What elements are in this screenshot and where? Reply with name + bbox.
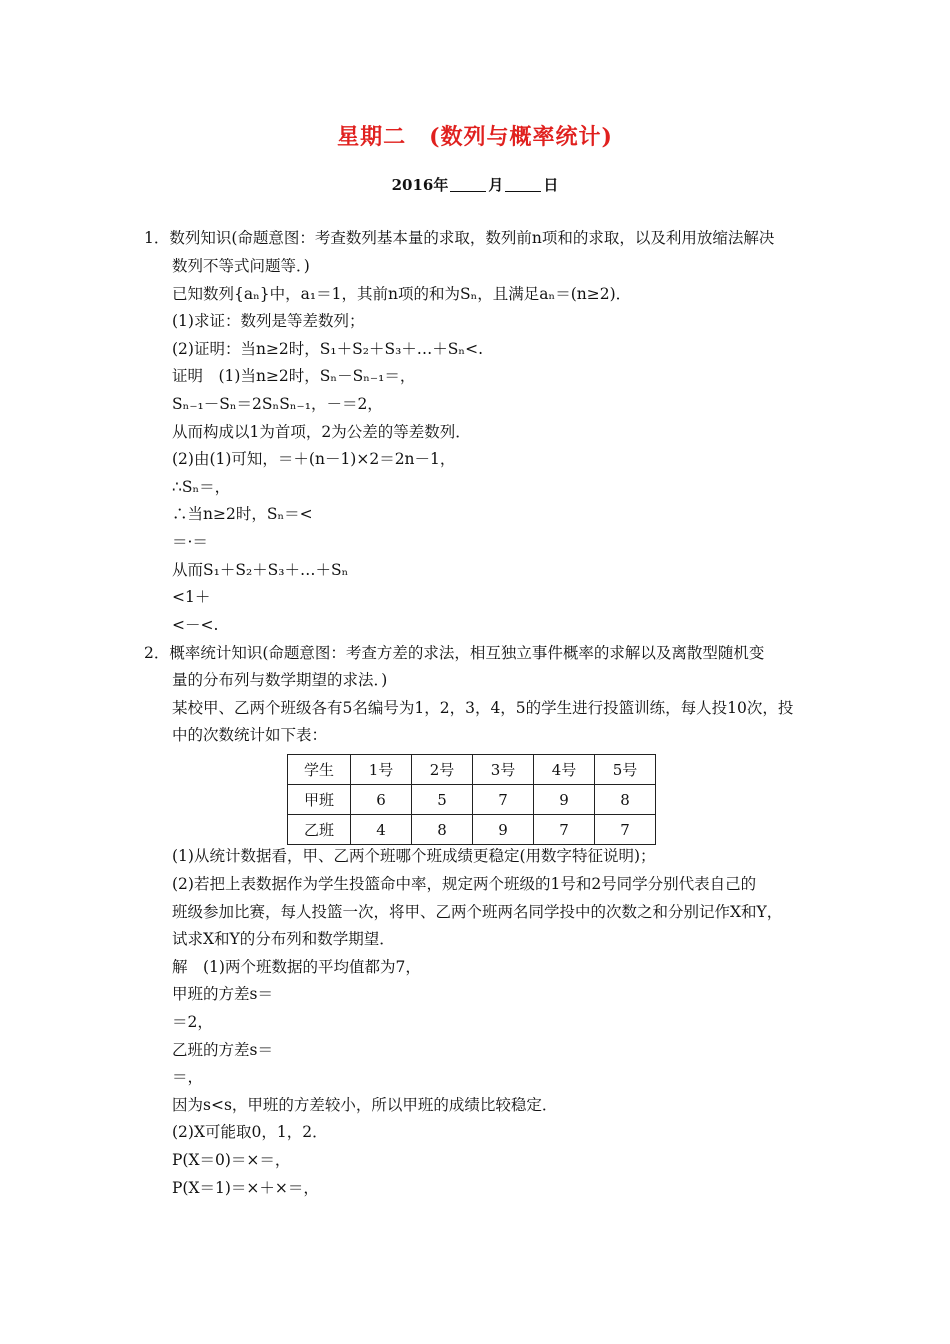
text-line: (1)从统计数据看，甲、乙两个班哪个班成绩更稳定(用数字特征说明)；: [172, 847, 656, 865]
table-cell: 7: [473, 785, 534, 815]
date-line: [0, 174, 950, 195]
table-cell: 甲班: [288, 785, 351, 815]
text-line: Sₙ₋₁－Sₙ＝2SₙSₙ₋₁，－＝2，: [172, 395, 383, 413]
text-line: 已知数列{aₙ}中，a₁＝1，其前n项的和为Sₙ，且满足aₙ＝(n≥2)．: [172, 285, 632, 303]
table-cell: 4: [351, 815, 412, 845]
text-line: (1)求证：数列是等差数列；: [172, 312, 365, 330]
text-line: 某校甲、乙两个班级各有5名编号为1，2，3，4，5的学生进行投篮训练，每人投10次，投: [172, 699, 794, 717]
table-header-cell: 3号: [473, 755, 534, 785]
date-year: 2016年: [391, 176, 449, 194]
table-cell: 7: [595, 815, 656, 845]
text-line: ＝，: [172, 1068, 204, 1086]
text-line: <1＋: [172, 588, 211, 606]
table-cell: 8: [412, 815, 473, 845]
table-cell: 乙班: [288, 815, 351, 845]
text-line: <－<.: [172, 616, 219, 634]
text-line: ∴Sₙ＝，: [172, 478, 231, 496]
text-line: (2)X可能取0，1，2．: [172, 1123, 328, 1141]
table-row: [288, 815, 656, 845]
text-line: ＝2，: [172, 1013, 213, 1031]
table-cell: 8: [595, 785, 656, 815]
text-line: 乙班的方差s＝: [172, 1041, 273, 1059]
text-line: 班级参加比赛，每人投篮一次，将甲、乙两个班两名同学投中的次数之和分别记作X和Y，: [172, 903, 783, 921]
table-cell: 9: [534, 785, 595, 815]
text-line: (2)由(1)可知，＝＋(n－1)×2＝2n－1，: [172, 450, 456, 468]
problem-2-heading: 2．概率统计知识(命题意图：考查方差的求法，相互独立事件概率的求解以及离散型随机变: [144, 644, 765, 662]
problem-1-heading: 1．数列知识(命题意图：考查数列基本量的求取，数列前n项和的求取，以及利用放缩法解决: [144, 229, 775, 247]
table-header-cell: 1号: [351, 755, 412, 785]
table-cell: 5: [412, 785, 473, 815]
table-row: [288, 785, 656, 815]
date-month-blank: [450, 177, 486, 192]
text-line: 中的次数统计如下表：: [172, 726, 328, 744]
score-table: [287, 754, 656, 845]
table-header-cell: 2号: [412, 755, 473, 785]
text-line: 从而构成以1为首项，2为公差的等差数列．: [172, 423, 471, 441]
table-cell: 6: [351, 785, 412, 815]
text-line: P(X＝1)＝×＋×＝，: [172, 1179, 319, 1197]
text-line: 证明 (1)当n≥2时，Sₙ－Sₙ₋₁＝，: [172, 367, 416, 385]
table-header-row: [288, 755, 656, 785]
date-day: 日: [543, 176, 559, 194]
text-line: 解 (1)两个班数据的平均值都为7，: [172, 958, 421, 976]
table-cell: 9: [473, 815, 534, 845]
text-line: 因为s<s，甲班的方差较小，所以甲班的成绩比较稳定．: [172, 1096, 558, 1114]
text-line: 甲班的方差s＝: [172, 985, 273, 1003]
text-line: P(X＝0)＝×＝，: [172, 1151, 291, 1169]
table-cell: 7: [534, 815, 595, 845]
date-day-blank: [505, 177, 541, 192]
text-line: (2)证明：当n≥2时，S₁＋S₂＋S₃＋…＋Sₙ<.: [172, 340, 484, 358]
table-header-cell: 学生: [288, 755, 351, 785]
date-month: 月: [488, 176, 504, 194]
text-line: ＝·＝: [172, 533, 208, 551]
page-title: 星期二 (数列与概率统计): [337, 124, 613, 150]
text-line: 数列不等式问题等．): [172, 257, 310, 275]
text-line: 从而S₁＋S₂＋S₃＋…＋Sₙ: [172, 561, 349, 579]
text-line: (2)若把上表数据作为学生投篮命中率，规定两个班级的1号和2号同学分别代表自己的: [172, 875, 757, 893]
table-header-cell: 4号: [534, 755, 595, 785]
text-line: 量的分布列与数学期望的求法．): [172, 671, 388, 689]
text-line: ∴当n≥2时，Sₙ＝<: [172, 505, 313, 523]
text-line: 试求X和Y的分布列和数学期望．: [172, 930, 395, 948]
table-header-cell: 5号: [595, 755, 656, 785]
